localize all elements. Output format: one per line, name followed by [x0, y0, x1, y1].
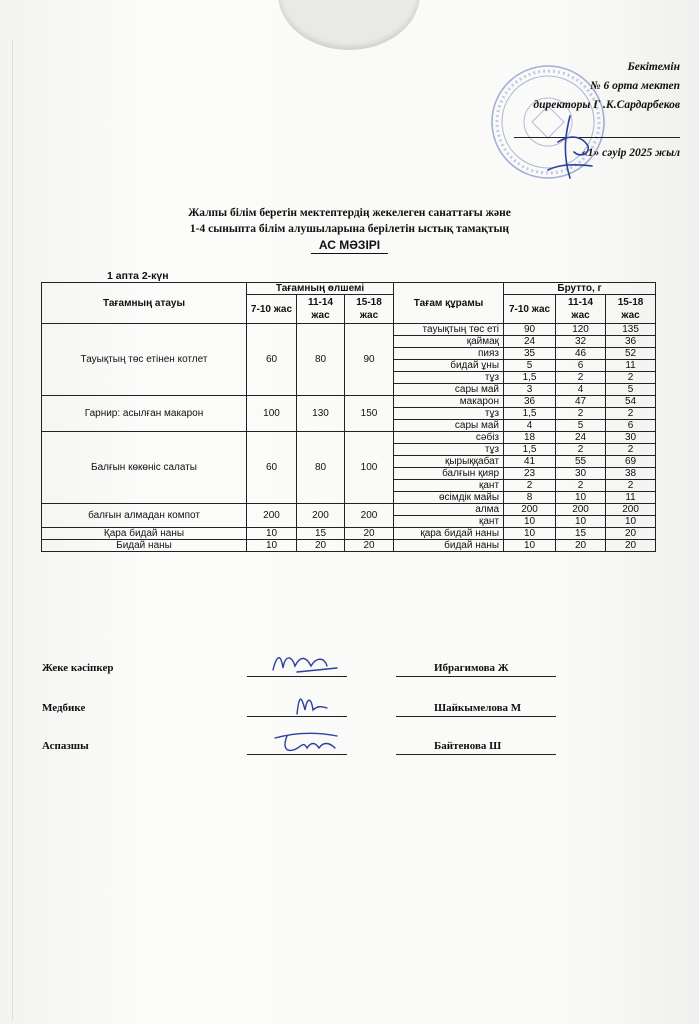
entrepreneur-signature: [267, 648, 347, 678]
page-notch: [278, 0, 420, 50]
gross-cell: 41: [504, 456, 556, 468]
gross-cell: 52: [606, 348, 656, 360]
gross-cell: 90: [504, 324, 556, 336]
gross-cell: 5: [606, 384, 656, 396]
portion-cell: 200: [247, 504, 297, 528]
staff-name: Байтенова Ш: [434, 740, 502, 752]
gross-cell: 10: [556, 516, 606, 528]
gross-cell: 47: [556, 396, 606, 408]
gross-cell: 6: [556, 360, 606, 372]
dish-name-cell: балғын алмадан компот: [42, 504, 247, 528]
gross-cell: 120: [556, 324, 606, 336]
gross-cell: 5: [504, 360, 556, 372]
gross-cell: 200: [504, 504, 556, 516]
approval-date: «1» сәуір 2025 жыл: [582, 147, 680, 159]
table-row: [42, 432, 656, 444]
gross-cell: 10: [556, 492, 606, 504]
gross-cell: 46: [556, 348, 606, 360]
gross-cell: 20: [556, 540, 606, 552]
gross-cell: 11: [606, 492, 656, 504]
gross-cell: 2: [606, 480, 656, 492]
portion-cell: 80: [297, 324, 345, 396]
gross-cell: 10: [606, 516, 656, 528]
gross-cell: 54: [606, 396, 656, 408]
gross-cell: 10: [504, 540, 556, 552]
header-composition: Тағам құрамы: [394, 283, 504, 324]
header-dish-name: Тағамның атауы: [42, 283, 247, 324]
staff-role: Жеке кәсіпкер: [42, 662, 114, 674]
gross-cell: 3: [504, 384, 556, 396]
approval-line: № 6 орта мектеп: [590, 80, 680, 92]
approval-line: Бекітемін: [627, 61, 680, 73]
gross-cell: 1,5: [504, 444, 556, 456]
header-age-group: 15-18 жас: [606, 295, 656, 324]
gross-cell: 1,5: [504, 372, 556, 384]
gross-cell: 4: [556, 384, 606, 396]
gross-cell: 20: [606, 540, 656, 552]
portion-cell: 200: [345, 504, 394, 528]
document-title: [0, 205, 699, 254]
header-age-group: 15-18 жас: [345, 295, 394, 324]
gross-cell: 55: [556, 456, 606, 468]
staff-name: Шайкымелова М: [434, 702, 522, 714]
portion-cell: 60: [247, 432, 297, 504]
staff-name: Ибрагимова Ж: [434, 662, 509, 674]
gross-cell: 24: [504, 336, 556, 348]
gross-cell: 69: [606, 456, 656, 468]
gross-cell: 2: [606, 408, 656, 420]
table-row: [42, 504, 656, 516]
gross-cell: 2: [504, 480, 556, 492]
ingredient-cell: тұз: [394, 444, 504, 456]
dish-name-cell: Бидай наны: [42, 540, 247, 552]
gross-cell: 18: [504, 432, 556, 444]
cook-signature: [267, 726, 347, 756]
gross-cell: 200: [556, 504, 606, 516]
title-line-1: Жалпы білім беретін мектептердің жекелеген санаттағы және: [188, 207, 511, 219]
ingredient-cell: сары май: [394, 384, 504, 396]
ingredient-cell: сәбіз: [394, 432, 504, 444]
title-line-2: 1-4 сыныпта білім алушыларына берілетін ыстық тамақтың: [189, 223, 510, 235]
ingredient-cell: қырыққабат: [394, 456, 504, 468]
portion-cell: 80: [297, 432, 345, 504]
gross-cell: 38: [606, 468, 656, 480]
header-age-group: 11-14 жас: [297, 295, 345, 324]
header-age-group: 11-14 жас: [556, 295, 606, 324]
dish-name-cell: Балғын көкөніс салаты: [42, 432, 247, 504]
portion-cell: 10: [247, 540, 297, 552]
portion-cell: 60: [247, 324, 297, 396]
gross-cell: 6: [606, 420, 656, 432]
ingredient-cell: тұз: [394, 372, 504, 384]
table-row: [42, 540, 656, 552]
gross-cell: 10: [504, 528, 556, 540]
dish-name-cell: Қара бидай наны: [42, 528, 247, 540]
ingredient-cell: алма: [394, 504, 504, 516]
gross-cell: 24: [556, 432, 606, 444]
approval-line: директоры Г .К.Сардарбеков: [533, 99, 680, 111]
gross-cell: 36: [504, 396, 556, 408]
gross-cell: 11: [606, 360, 656, 372]
portion-cell: 20: [297, 540, 345, 552]
gross-cell: 1,5: [504, 408, 556, 420]
gross-cell: 2: [556, 444, 606, 456]
gross-cell: 2: [556, 372, 606, 384]
table-row: [42, 396, 656, 408]
ingredient-cell: сары май: [394, 420, 504, 432]
name-line: [396, 676, 556, 677]
portion-cell: 20: [345, 528, 394, 540]
staff-role: Аспазшы: [42, 740, 89, 752]
header-age-group: 7-10 жас: [504, 295, 556, 324]
gross-cell: 2: [556, 408, 606, 420]
ingredient-cell: бидай ұны: [394, 360, 504, 372]
gross-cell: 135: [606, 324, 656, 336]
portion-cell: 200: [297, 504, 345, 528]
dish-name-cell: Гарнир: асылған макарон: [42, 396, 247, 432]
gross-cell: 4: [504, 420, 556, 432]
gross-cell: 8: [504, 492, 556, 504]
portion-cell: 100: [247, 396, 297, 432]
gross-cell: 35: [504, 348, 556, 360]
gross-cell: 30: [606, 432, 656, 444]
portion-cell: 10: [247, 528, 297, 540]
ingredient-cell: қант: [394, 480, 504, 492]
header-portion: Тағамның өлшемі: [247, 283, 394, 295]
gross-cell: 5: [556, 420, 606, 432]
name-line: [396, 716, 556, 717]
ingredient-cell: макарон: [394, 396, 504, 408]
gross-cell: 2: [606, 372, 656, 384]
name-line: [396, 754, 556, 755]
ingredient-cell: қаймақ: [394, 336, 504, 348]
portion-cell: 130: [297, 396, 345, 432]
header-age-group: 7-10 жас: [247, 295, 297, 324]
ingredient-cell: қара бидай наны: [394, 528, 504, 540]
ingredient-cell: пияз: [394, 348, 504, 360]
nurse-signature: [267, 688, 347, 718]
header-gross: Брутто, г: [504, 283, 656, 295]
table-row: [42, 528, 656, 540]
gross-cell: 23: [504, 468, 556, 480]
ingredient-cell: өсімдік майы: [394, 492, 504, 504]
ingredient-cell: тауықтың төс еті: [394, 324, 504, 336]
day-label: 1 апта 2-күн: [107, 270, 169, 282]
dish-name-cell: Тауықтың төс етінен котлет: [42, 324, 247, 396]
portion-cell: 90: [345, 324, 394, 396]
staff-role: Медбике: [42, 702, 86, 714]
portion-cell: 15: [297, 528, 345, 540]
gross-cell: 20: [606, 528, 656, 540]
title-line-3: АС МӘЗІРІ: [311, 237, 388, 254]
portion-cell: 100: [345, 432, 394, 504]
ingredient-cell: балғын қияр: [394, 468, 504, 480]
gross-cell: 2: [556, 480, 606, 492]
gross-cell: 30: [556, 468, 606, 480]
gross-cell: 10: [504, 516, 556, 528]
gross-cell: 36: [606, 336, 656, 348]
gross-cell: 32: [556, 336, 606, 348]
ingredient-cell: бидай наны: [394, 540, 504, 552]
menu-table-body: [42, 324, 656, 552]
gross-cell: 15: [556, 528, 606, 540]
portion-cell: 20: [345, 540, 394, 552]
portion-cell: 150: [345, 396, 394, 432]
menu-table: [41, 282, 656, 552]
ingredient-cell: тұз: [394, 408, 504, 420]
gross-cell: 2: [606, 444, 656, 456]
ingredient-cell: қант: [394, 516, 504, 528]
gross-cell: 200: [606, 504, 656, 516]
table-row: [42, 324, 656, 336]
page-fold-line: [12, 40, 13, 1020]
director-signature: [540, 112, 600, 182]
